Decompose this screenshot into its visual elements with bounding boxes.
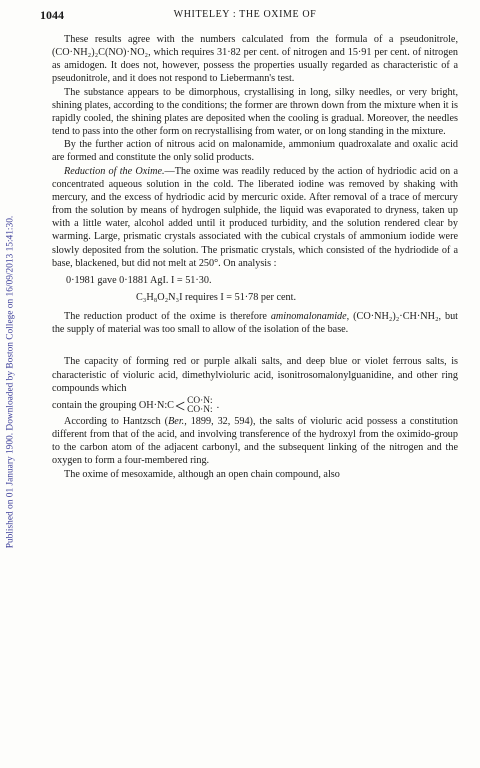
page-number: 1044 xyxy=(40,8,64,22)
analysis-line-2: C₃H₈O₂N₃I requires I = 51·78 per cent. xyxy=(136,291,296,303)
section-gap xyxy=(52,336,458,355)
grouping-end: . xyxy=(216,400,220,412)
conclusion-after: (CO·NH₂)₂·CH·NH₂, but the supply of material was too small to allow of the isolation of the base. xyxy=(52,311,458,336)
page-header xyxy=(40,8,450,26)
analysis-line-1: 0·1981 gave 0·1881 AgI. I = 51·30. xyxy=(66,274,212,286)
hantzsch-ref: Ber., xyxy=(168,415,187,427)
grouping-stack xyxy=(187,397,213,415)
grouping-top: CO·N: xyxy=(187,395,213,406)
hantzsch-rest: 1899, 32, 594), the salts of violuric acid possess a constitution different from that of the acid, and involving transference of the hydroxyl from the oximido-group to the carbon atom of the adjacent carbonyl, and the subsequent linking of the nitrogen and the oxygen to form a four-membered ring. xyxy=(52,415,458,467)
grouping-label: contain the grouping OH·N:C xyxy=(52,400,174,412)
paragraph-hantzsch xyxy=(52,415,458,468)
conclusion-before: The reduction product of the oxime is therefore xyxy=(64,311,271,323)
paragraph-capacity: The capacity of forming red or purple alkali salts, and deep blue or violet ferrous salts, is characteristic of violuric acid, dimethylvioluric acid, isonitrosomalonylguanidine, and other ring compounds which xyxy=(52,356,458,394)
conclusion-italic: aminomalonamide, xyxy=(270,311,350,323)
reduction-heading: Reduction of the Oxime. xyxy=(64,165,165,177)
branch-icon: < xyxy=(174,395,186,416)
paragraph-results: These results agree with the numbers calculated from the formula of a pseudonitrole, (CO·NH₂)₂C(NO)·NO₂, which requires 31·82 per cent. of nitrogen and 15·91 per cent. of nitrogen as amidogen. It does not, however, possess the properties usually regarded as characteristic of a pseudonitrole, and it does not respond to Liebermann's test. xyxy=(52,34,458,85)
reduction-text: —The oxime was readily reduced by the action of hydriodic acid on a concentrated aqueous solution in the cold. The liberated iodine was removed by shaking with mercury, and the excess of hydriodic acid by mercuric oxide. After removal of a trace of mercury from the solution by means of hydrogen sulphide, the liquid was evaporated to dryness, taken up with a little water, alcohol added until it produced turbidity, and the solution rendered clear by warming. Large, prismatic crystals associated with the cubical crystals of ammonium iodide were slowly deposited from the solution. The prismatic crystals, which consisted of the hydriodide of a base, blackened, but did not melt at 250°. On analysis : xyxy=(52,165,458,269)
download-watermark xyxy=(2,30,18,734)
paragraph-dimorphous: The substance appears to be dimorphous, crystallising in long, silky needles, or very bright, shining plates, according to the conditions; the former are thrown down from the mixture when it is rapidly cooled, the shining plates are deposited when the cooling is gradual. Moreover, the needles tend to pass into the other form on recrystallising from water, or on long standing in the mixture. xyxy=(52,86,458,138)
grouping-bottom: CO·N: xyxy=(187,404,213,415)
paragraph-nitrous-acid: By the further action of nitrous acid on malonamide, ammonium quadroxalate and oxalic acid are formed and constitute the only solid products. xyxy=(52,139,458,164)
paragraph-mesoxamide: The oxime of mesoxamide, although an open chain compound, also xyxy=(64,468,340,480)
hantzsch-before: According to Hantzsch ( xyxy=(64,415,169,427)
article-body xyxy=(52,33,458,481)
paragraph-reduction xyxy=(52,165,458,270)
running-head: WHITELEY : THE OXIME OF xyxy=(173,9,317,20)
paragraph-conclusion xyxy=(52,310,458,336)
grouping-formula xyxy=(52,397,458,415)
download-watermark-text: Published on 01 January 1900. Downloaded by Boston College on 16/09/2013 15:41:30. xyxy=(5,215,16,549)
